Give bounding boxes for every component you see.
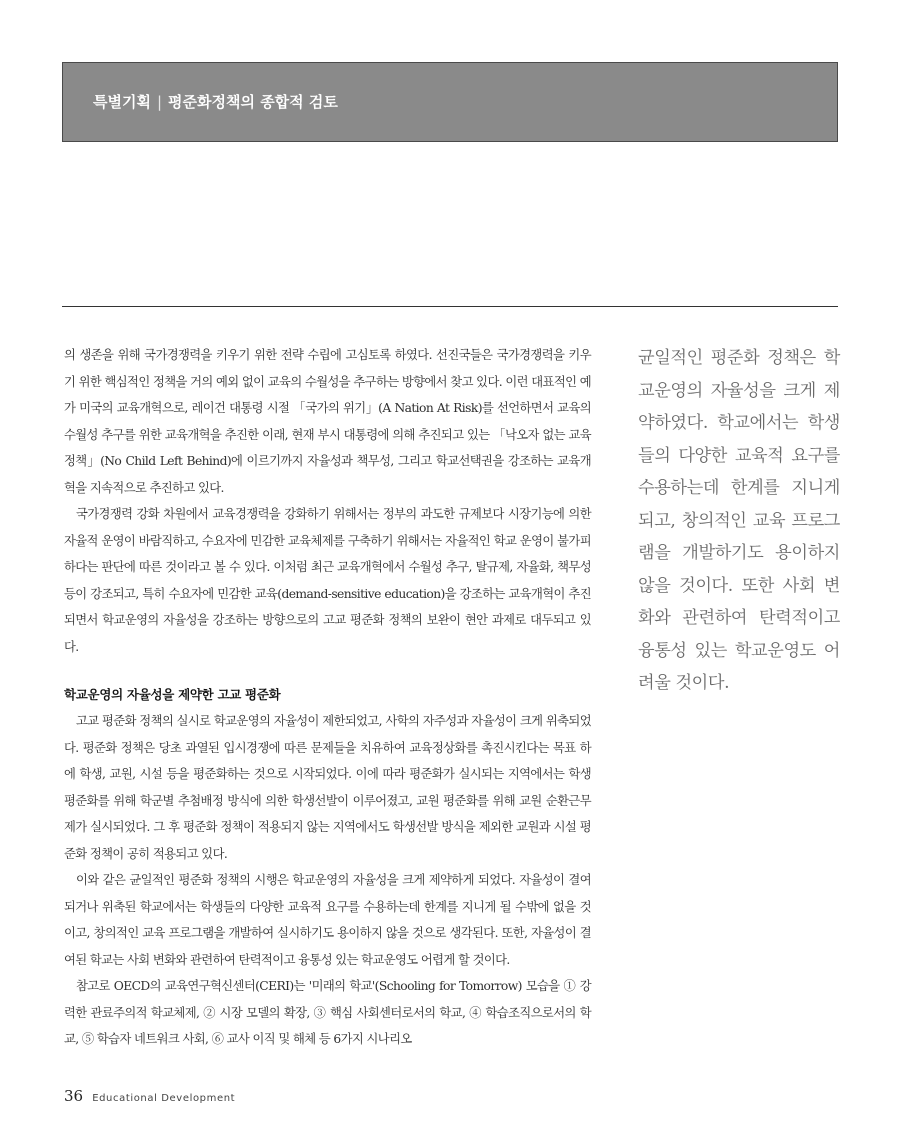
header-separator: | bbox=[156, 93, 163, 111]
publication-name: Educational Development bbox=[92, 1093, 236, 1104]
section-subheading: 학교운영의 자율성을 제약한 고교 평준화 bbox=[64, 687, 281, 702]
pull-quote: 균일적인 평준화 정책은 학교운영의 자율성을 크게 제약하였다. 학교에서는 학생들의 다양한 교육적 요구를 수용하는데 한계를 지니게 되고, 창의적인 교육 프로그램을 개발하기도 용이하지 않을 것이다. 또한 사회 변화와 관련하여 탄력적이고 융통성 있는 학교운영도 어려울 것이다. bbox=[638, 348, 840, 693]
body-paragraph: 고교 평준화 정책의 실시로 학교운영의 자율성이 제한되었고, 사학의 자주성과 자율성이 크게 위축되었다. 평준화 정책은 당초 과열된 입시경쟁에 따른 문제들을 치유하여 교육정상화를 촉진시킨다는 목표 하에 학생, 교원, 시설 등을 평준화하는 것으로 시작되었다. 이에 따라 평준화가 실시되는 지역에서는 학생 평준화를 위해 학군별 추첨배정 방식에 의한 학생선발이 이루어졌고, 교원 평준화를 위해 교원 순환근무제가 실시되었다. 그 후 평준화 정책이 적용되지 않는 지역에서도 학생선발 방식을 제외한 교원과 시설 평준화 정책이 공히 적용되고 있다. bbox=[64, 714, 591, 861]
body-paragraph: 국가경쟁력 강화 차원에서 교육경쟁력을 강화하기 위해서는 정부의 과도한 규제보다 시장기능에 의한 자율적 운영이 바람직하고, 수요자에 민감한 교육체제를 구축하기 위해서는 자율적인 학교 운영이 불가피하다는 판단에 따른 것이라고 볼 수 있다. 이처럼 최근 교육개혁에서 수월성 추구, 탈규제, 자율화, 책무성 등이 강조되고, 특히 수요자에 민감한 교육(demand-sensitive education)을 강조하는 교육개혁이 추진되면서 학교운영의 자율성을 강조하는 방향으로의 고교 평준화 정책의 보완이 현안 과제로 대두되고 있다. bbox=[64, 507, 591, 654]
page-number: 36 bbox=[64, 1087, 84, 1105]
section-label: 특별기획 bbox=[93, 93, 151, 111]
body-paragraph: 이와 같은 균일적인 평준화 정책의 시행은 학교운영의 자율성을 크게 제약하게 되었다. 자율성이 결여되거나 위축된 학교에서는 학생들의 다양한 교육적 요구를 수용하는데 한계를 지니게 될 수밖에 없을 것이고, 창의적인 교육 프로그램을 개발하여 실시하기도 용이하지 않을 것으로 생각된다. 또한, 자율성이 결여된 학교는 사회 변화와 관련하여 탄력적이고 융통성 있는 학교운영도 어렵게 할 것이다. bbox=[64, 873, 591, 967]
section-header-bar bbox=[62, 62, 838, 142]
horizontal-rule bbox=[62, 306, 838, 307]
body-paragraph: 참고로 OECD의 교육연구혁신센터(CERI)는 '미래의 학교'(Schooling for Tomorrow) 모습을 ① 강력한 관료주의적 학교체제, ② 시장 모델의 확장, ③ 핵심 사회센터로서의 학교, ④ 학습조직으로서의 학교, ⑤ 학습자 네트워크 사회, ⑥ 교사 이직 및 해체 등 6가지 시나리오 bbox=[64, 979, 591, 1046]
section-header-title bbox=[93, 91, 338, 112]
page-footer bbox=[64, 1086, 235, 1105]
article-body bbox=[64, 342, 591, 1053]
feature-title: 평준화정책의 종합적 검토 bbox=[168, 93, 338, 111]
body-paragraph: 의 생존을 위해 국가경쟁력을 키우기 위한 전략 수립에 고심토록 하였다. 선진국들은 국가경쟁력을 키우기 위한 핵심적인 정책을 거의 예외 없이 교육의 수월성을 추구하는 방향에서 찾고 있다. 이런 대표적인 예가 미국의 교육개혁으로, 레이건 대통령 시절 「국가의 위기」(A Nation At Risk)를 선언하면서 교육의 수월성 추구를 위한 교육개혁을 추진한 이래, 현재 부시 대통령에 의해 추진되고 있는 「낙오자 없는 교육정책」(No Child Left Behind)에 이르기까지 자율성과 책무성, 그리고 학교선택권을 강조하는 교육개혁을 지속적으로 추진하고 있다. bbox=[64, 348, 591, 495]
